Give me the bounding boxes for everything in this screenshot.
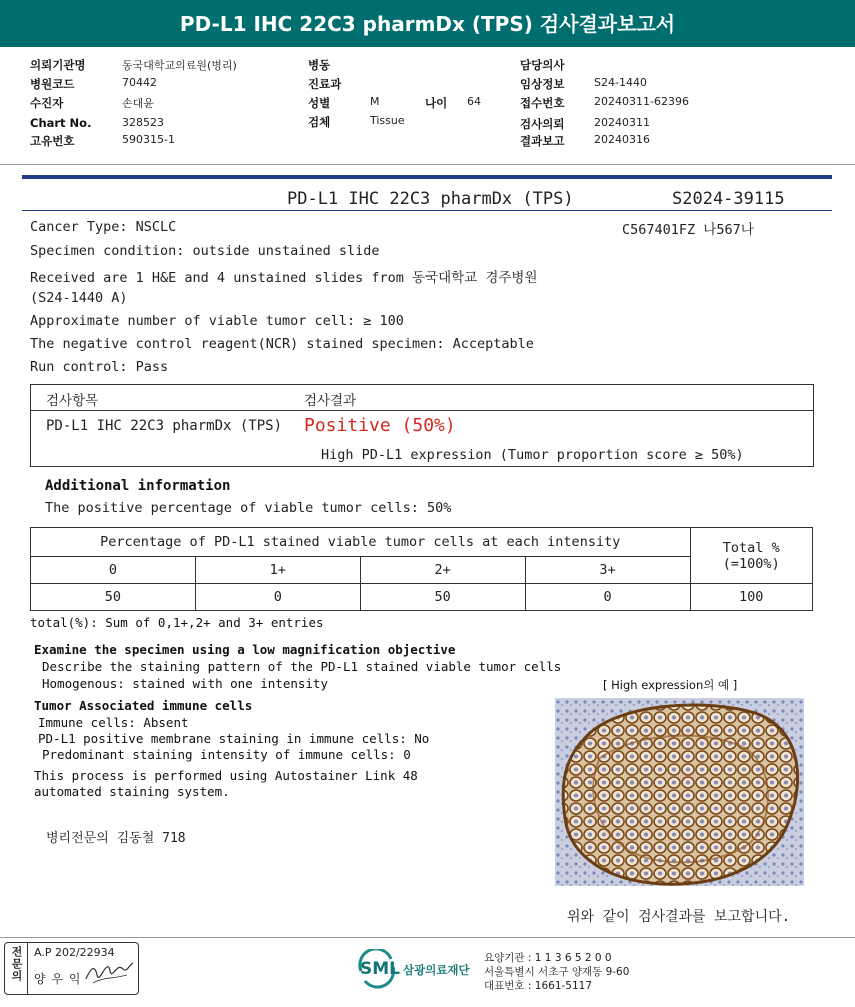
viable-tumor-cells: Approximate number of viable tumor cell: ≥ 100 [30, 313, 404, 329]
intensity-total-header [690, 528, 813, 584]
value-unique-id: 590315-1 [122, 133, 175, 146]
run-control: Run control: Pass [30, 359, 169, 375]
label-attending-doctor: 담당의사 [520, 58, 565, 72]
stamp-label-box [5, 943, 28, 994]
intensity-total-header-line2: (=100%) [722, 555, 780, 572]
label-chart-no: Chart No. [30, 116, 92, 130]
org-phone: 대표번호 : 1661-5117 [484, 980, 593, 992]
label-clinical-info: 임상정보 [520, 77, 565, 91]
value-specimen: Tissue [370, 114, 405, 127]
org-name: 삼광의료재단 [403, 963, 470, 977]
value-receipt-no: 20240311-62396 [594, 95, 689, 108]
value-chart-no: 328523 [122, 116, 164, 129]
additional-info-title: Additional information [45, 478, 231, 494]
report-top-rule [22, 175, 832, 179]
ap-number: A.P 202/22934 [34, 946, 115, 959]
value-result-date: 20240316 [594, 133, 650, 146]
intensity-footnote: total(%): Sum of 0,1+,2+ and 3+ entries [30, 615, 324, 630]
lot-code: C567401FZ 나567나 [622, 222, 754, 238]
additional-info-text: The positive percentage of viable tumor cells: 50% [45, 500, 452, 516]
label-age: 나이 [425, 96, 448, 110]
value-clinical-info: S24-1440 [594, 76, 647, 89]
examine-line2: Homogenous: stained with one intensity [42, 676, 328, 691]
result-col-item-header: 검사항목 [46, 393, 99, 409]
cancer-type: Cancer Type: NSCLC [30, 219, 177, 235]
intensity-col-3plus: 3+ [525, 557, 690, 584]
intensity-value-1plus: 0 [195, 584, 360, 611]
report-title-underline [22, 210, 832, 211]
immune-line1: Immune cells: Absent [38, 715, 189, 730]
intensity-table [30, 527, 813, 611]
label-patient-name: 수진자 [30, 96, 64, 110]
value-patient-name: 손대윤 [122, 97, 154, 110]
report-test-name: PD-L1 IHC 22C3 pharmDx (TPS) [287, 189, 574, 209]
intensity-value-0: 50 [31, 584, 196, 611]
received-slides-ref: (S24-1440 A) [30, 290, 128, 306]
institution-code: 요양기관 : 1 1 3 6 5 2 0 0 [484, 952, 612, 964]
label-sex: 성별 [308, 96, 331, 110]
value-sex: M [370, 95, 380, 108]
intensity-value-3plus: 0 [525, 584, 690, 611]
label-receipt-no: 접수번호 [520, 96, 565, 110]
result-item-name: PD-L1 IHC 22C3 pharmDx (TPS) [46, 418, 283, 434]
result-positive: Positive (50%) [304, 415, 456, 436]
intensity-col-2plus: 2+ [360, 557, 525, 584]
label-requesting-institution: 의뢰기관명 [30, 58, 86, 72]
ihc-stain-image [555, 698, 804, 886]
intensity-value-2plus: 50 [360, 584, 525, 611]
org-address: 서울특별시 서초구 양재동 9-60 [484, 966, 630, 978]
report-header-title: PD-L1 IHC 22C3 pharmDx (TPS) 검사결과보고서 [0, 0, 855, 47]
result-box-header-divider [30, 410, 814, 411]
immune-line3: Predominant staining intensity of immune cells: 0 [42, 747, 411, 762]
value-requesting-institution: 동국대학교의료원(병리) [122, 59, 237, 72]
received-slides: Received are 1 H&E and 4 unstained slides from 동국대학교 경주병원 [30, 270, 538, 286]
process-line1: This process is performed using Autostainer Link 48 [34, 768, 418, 783]
stamp-label: 전문의 [10, 946, 23, 982]
intensity-total-header-line1: Total % [722, 539, 780, 556]
doctor-signature-icon [83, 959, 135, 987]
label-ward: 병동 [308, 58, 331, 72]
intensity-col-1plus: 1+ [195, 557, 360, 584]
report-number: S2024-39115 [672, 189, 785, 209]
label-request-date: 검사의뢰 [520, 117, 565, 131]
intensity-value-total: 100 [690, 584, 813, 611]
patient-info-block [0, 47, 855, 165]
org-abbrev: SML [360, 959, 400, 979]
label-unique-id: 고유번호 [30, 134, 75, 148]
examine-line1: Describe the staining pattern of the PD-L1 stained viable tumor cells [42, 659, 562, 674]
ncr-result: The negative control reagent(NCR) stained specimen: Acceptable [30, 336, 534, 352]
intensity-col-0: 0 [31, 557, 196, 584]
sml-logo [357, 949, 487, 989]
value-request-date: 20240311 [594, 116, 650, 129]
examine-title: Examine the specimen using a low magnification objective [34, 642, 456, 657]
result-col-result-header: 검사결과 [304, 393, 357, 409]
info-divider [0, 164, 855, 165]
label-hospital-code: 병원코드 [30, 77, 75, 91]
value-hospital-code: 70442 [122, 76, 157, 89]
label-result-date: 결과보고 [520, 134, 565, 148]
process-line2: automated staining system. [34, 784, 230, 799]
intensity-table-header: Percentage of PD-L1 stained viable tumor cells at each intensity [31, 528, 691, 557]
pathologist-signature: 병리전문의 김동철 718 [46, 831, 186, 846]
label-department: 진료과 [308, 77, 342, 91]
result-interpretation: High PD-L1 expression (Tumor proportion score ≥ 50%) [321, 447, 744, 463]
example-image-caption: [ High expression의 예 ] [603, 678, 738, 692]
doctor-name: 양 우 익 [34, 972, 82, 986]
high-expression-example-image [555, 698, 804, 886]
specimen-condition: Specimen condition: outside unstained slide [30, 243, 380, 259]
immune-title: Tumor Associated immune cells [34, 698, 253, 713]
footer-divider [0, 937, 855, 938]
closing-statement: 위와 같이 검사결과를 보고합니다. [567, 909, 791, 925]
specialist-stamp [4, 942, 139, 995]
value-age: 64 [467, 95, 481, 108]
immune-line2: PD-L1 positive membrane staining in immune cells: No [38, 731, 430, 746]
label-specimen: 검체 [308, 115, 331, 129]
